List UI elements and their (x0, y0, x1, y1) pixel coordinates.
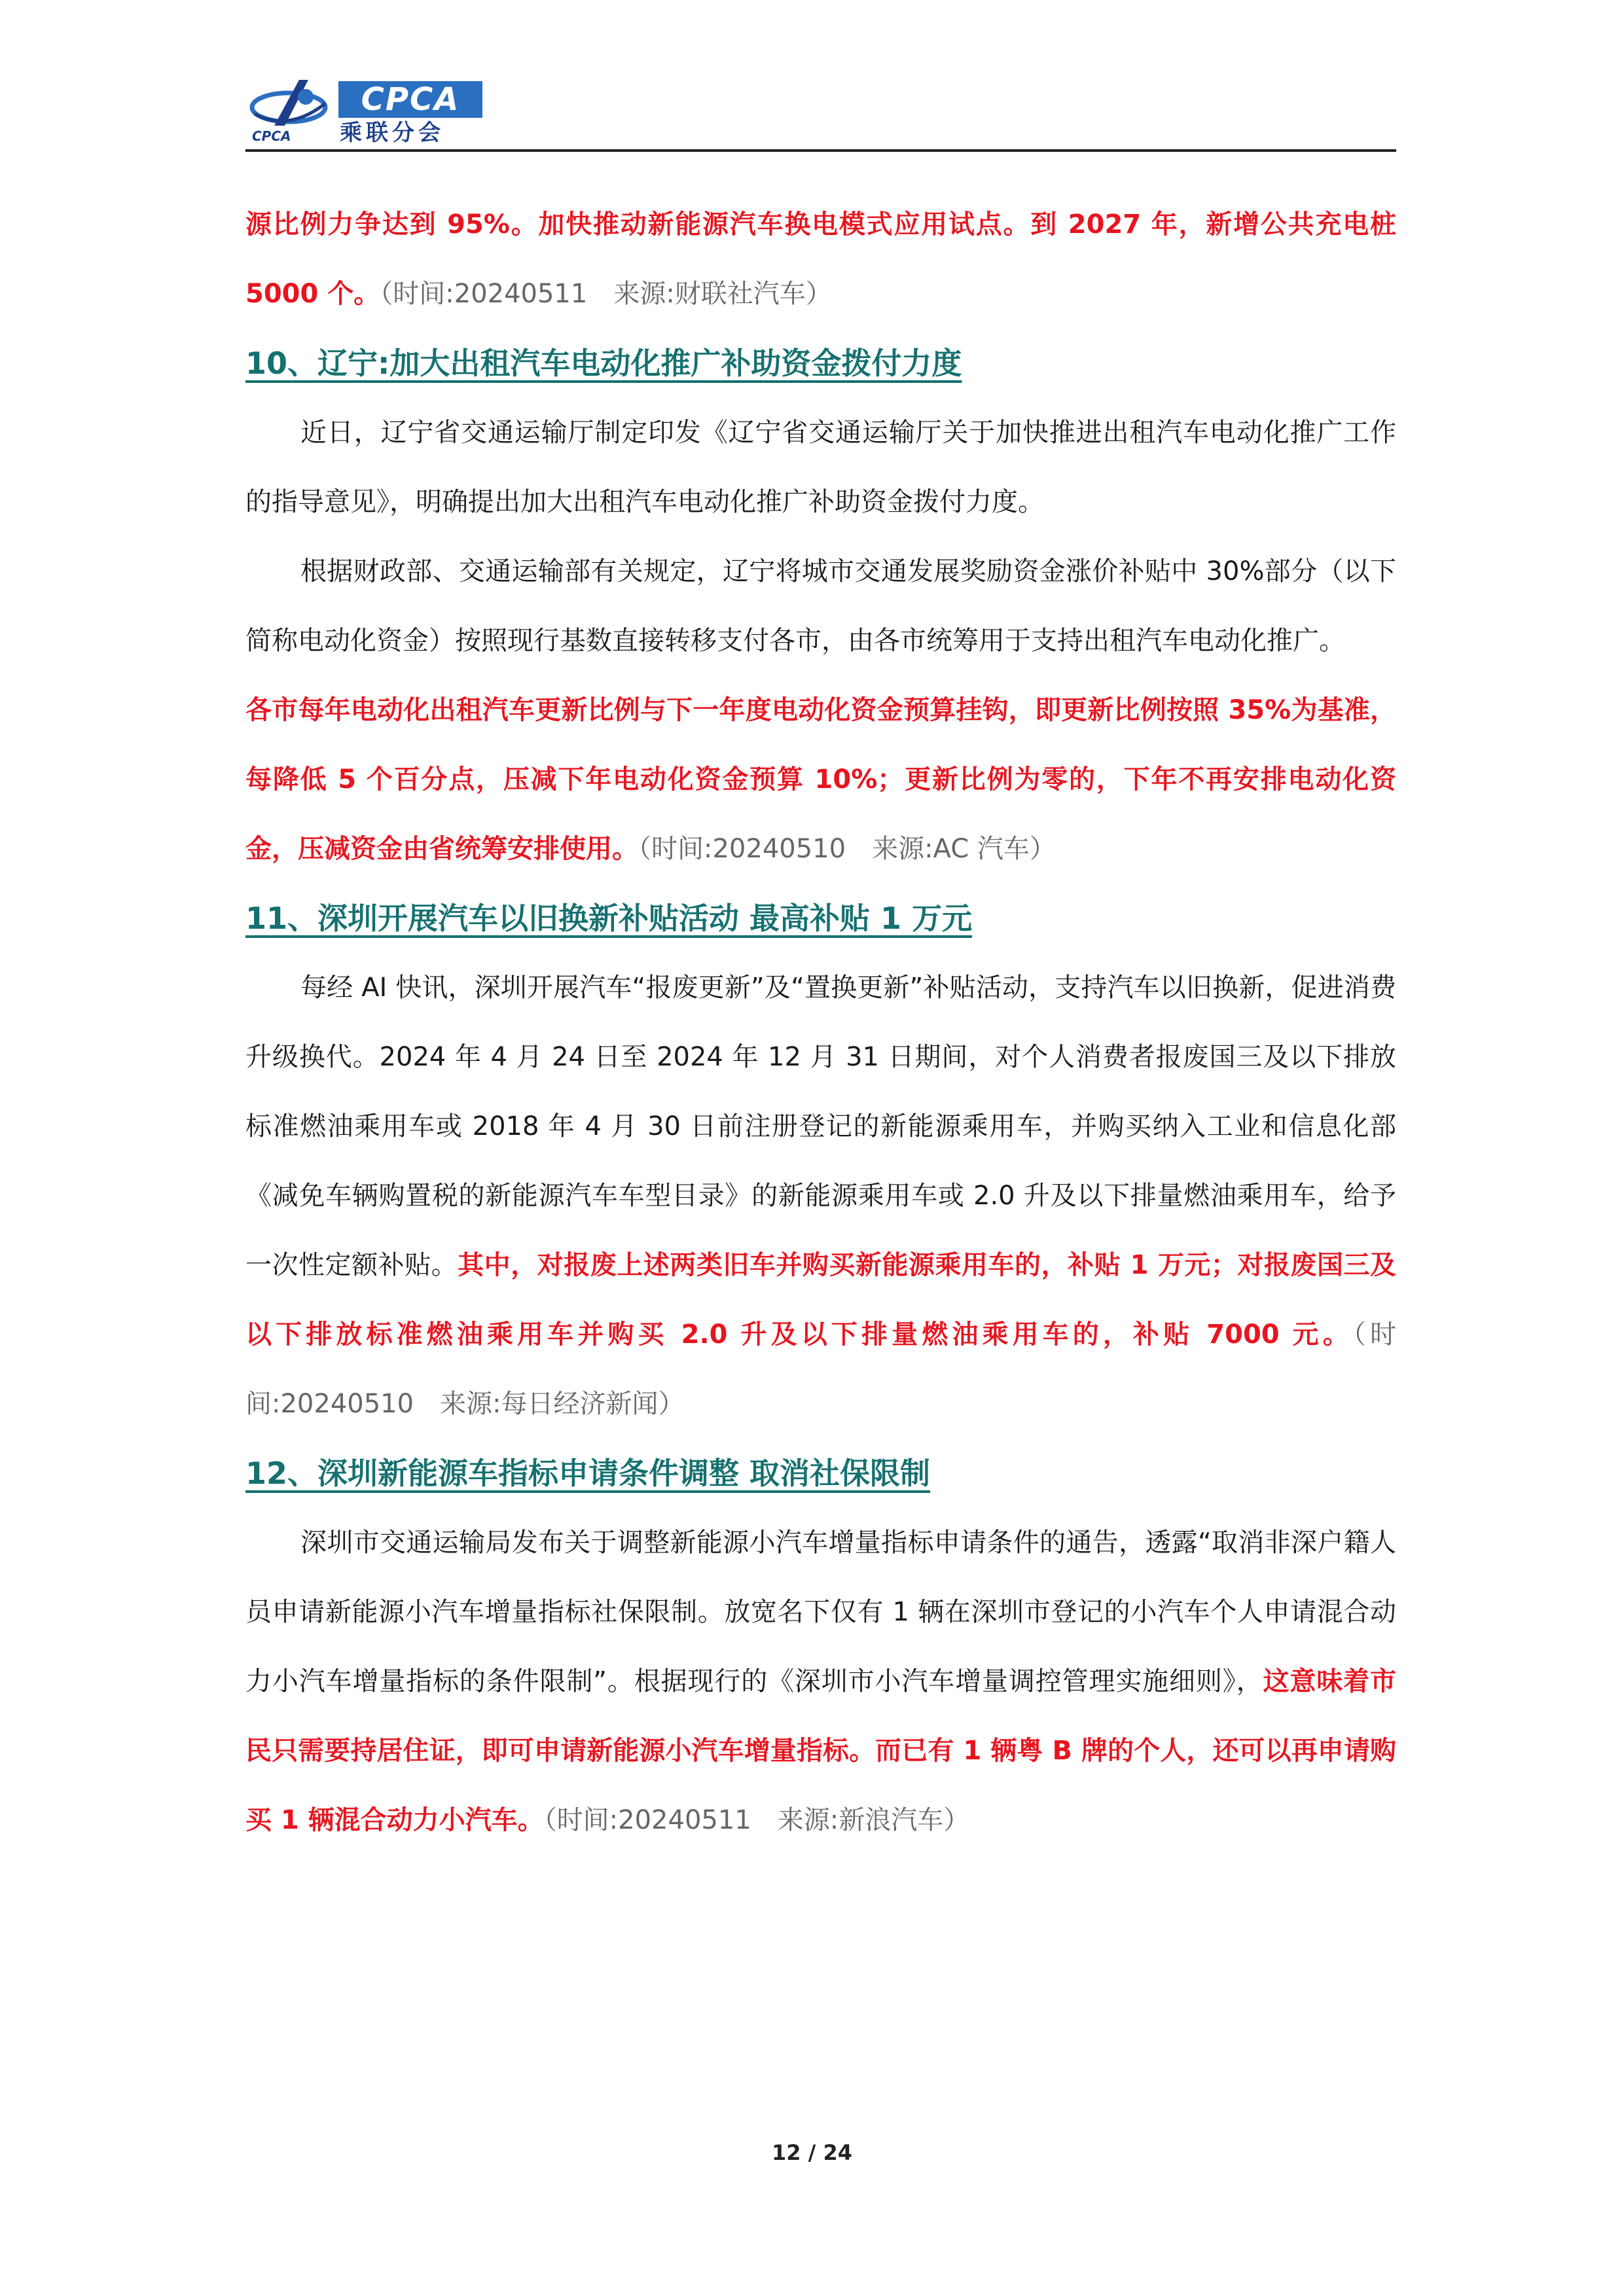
section-10-paragraph-3 (245, 675, 1396, 884)
section-10-paragraph-1: 近日，辽宁省交通运输厅制定印发《辽宁省交通运输厅关于加快推进出租汽车电动化推广工作的指导意见》，明确提出加大出租汽车电动化推广补助资金拨付力度。 (245, 418, 1396, 517)
section-12-heading (245, 1439, 1396, 1508)
section-10-title: 10、辽宁:加大出租汽车电动化推广补助资金拨付力度 (245, 346, 962, 381)
section-11-highlight: 其中，对报废上述两类旧车并购买新能源乘用车的，补贴 1 万元；对报废国三及以下排放标准燃油乘用车并购买 2.0 升及以下排量燃油乘用车的，补贴 7000 元。 (245, 1250, 1397, 1350)
section-11-title: 11、深圳开展汽车以旧换新补贴活动 最高补贴 1 万元 (245, 901, 973, 936)
section-12-meta: （时间:20240511 来源:新浪汽车） (543, 1805, 970, 1835)
section-10-heading (245, 329, 1396, 398)
section-12-body: 深圳市交通运输局发布关于调整新能源小汽车增量指标申请条件的通告，透露“取消非深户籍人员申请新能源小汽车增量指标社保限制。放宽名下仅有 1 辆在深圳市登记的小汽车个人申请混合动力小汽车增量指标的条件限制”。根据现行的《深圳市小汽车增量调控管理实施细则》， (245, 1528, 1396, 1696)
cpca-logo (248, 73, 484, 147)
section-12-paragraph-1 (245, 1508, 1396, 1855)
page-number: 12 / 24 (771, 2140, 853, 2165)
section-10-meta: （时间:20240510 来源:AC 汽车） (638, 834, 1056, 864)
section-10-highlight: 各市每年电动化出租汽车更新比例与下一年度电动化资金预算挂钩，即更新比例按照 35%为基准，每降低 5 个百分点，压减下年电动化资金预算 10%；更新比例为零的，下年不再安排电动化资金，压减资金由省统筹安排使用。 (245, 695, 1396, 864)
page-header (245, 65, 1396, 152)
section-11-meta: （时间:20240510 来源:每日经济新闻） (245, 1319, 1397, 1419)
section-11-body: 每经 AI 快讯，深圳开展汽车“报废更新”及“置换更新”补贴活动，支持汽车以旧换新，促进消费升级换代。2024 年 4 月 24 日至 2024 年 12 月 31 日期间，对个人消费者报废国三及以下排放标准燃油乘用车或 2018 年 4 月 30 日前注册登记的新能源乘用车，并购买纳入工业和信息化部《减免车辆购置税的新能源汽车车型目录》的新能源乘用车或 2.0 升及以下排量燃油乘用车，给予一次性定额补贴。 (245, 973, 1396, 1280)
intro-meta: （时间:20240511 来源:财联社汽车） (380, 279, 832, 309)
section-12-title: 12、深圳新能源车指标申请条件调整 取消社保限制 (245, 1456, 931, 1491)
section-11-heading (245, 884, 1396, 953)
section-11-paragraph-1 (245, 953, 1396, 1439)
logo-subtitle: 乘联分会 (340, 120, 444, 146)
logo-script: CPCA (252, 128, 291, 144)
intro-paragraph (245, 190, 1396, 329)
section-10-paragraph-2: 根据财政部、交通运输部有关规定，辽宁将城市交通发展奖励资金涨价补贴中 30%部分（以下简称电动化资金）按照现行基数直接转移支付各市，由各市统筹用于支持出租汽车电动化推广。 (245, 556, 1396, 656)
section-12-highlight: 这意味着市民只需要持居住证，即可申请新能源小汽车增量指标。而已有 1 辆粤 B 牌的个人，还可以再申请购买 1 辆混合动力小汽车。 (245, 1666, 1396, 1835)
article-body (245, 190, 1396, 1855)
logo-text: CPCA (338, 81, 482, 118)
intro-highlight: 源比例力争达到 95%。加快推动新能源汽车换电模式应用试点。到 2027 年，新增公共充电桩 5000 个。 (245, 209, 1396, 309)
